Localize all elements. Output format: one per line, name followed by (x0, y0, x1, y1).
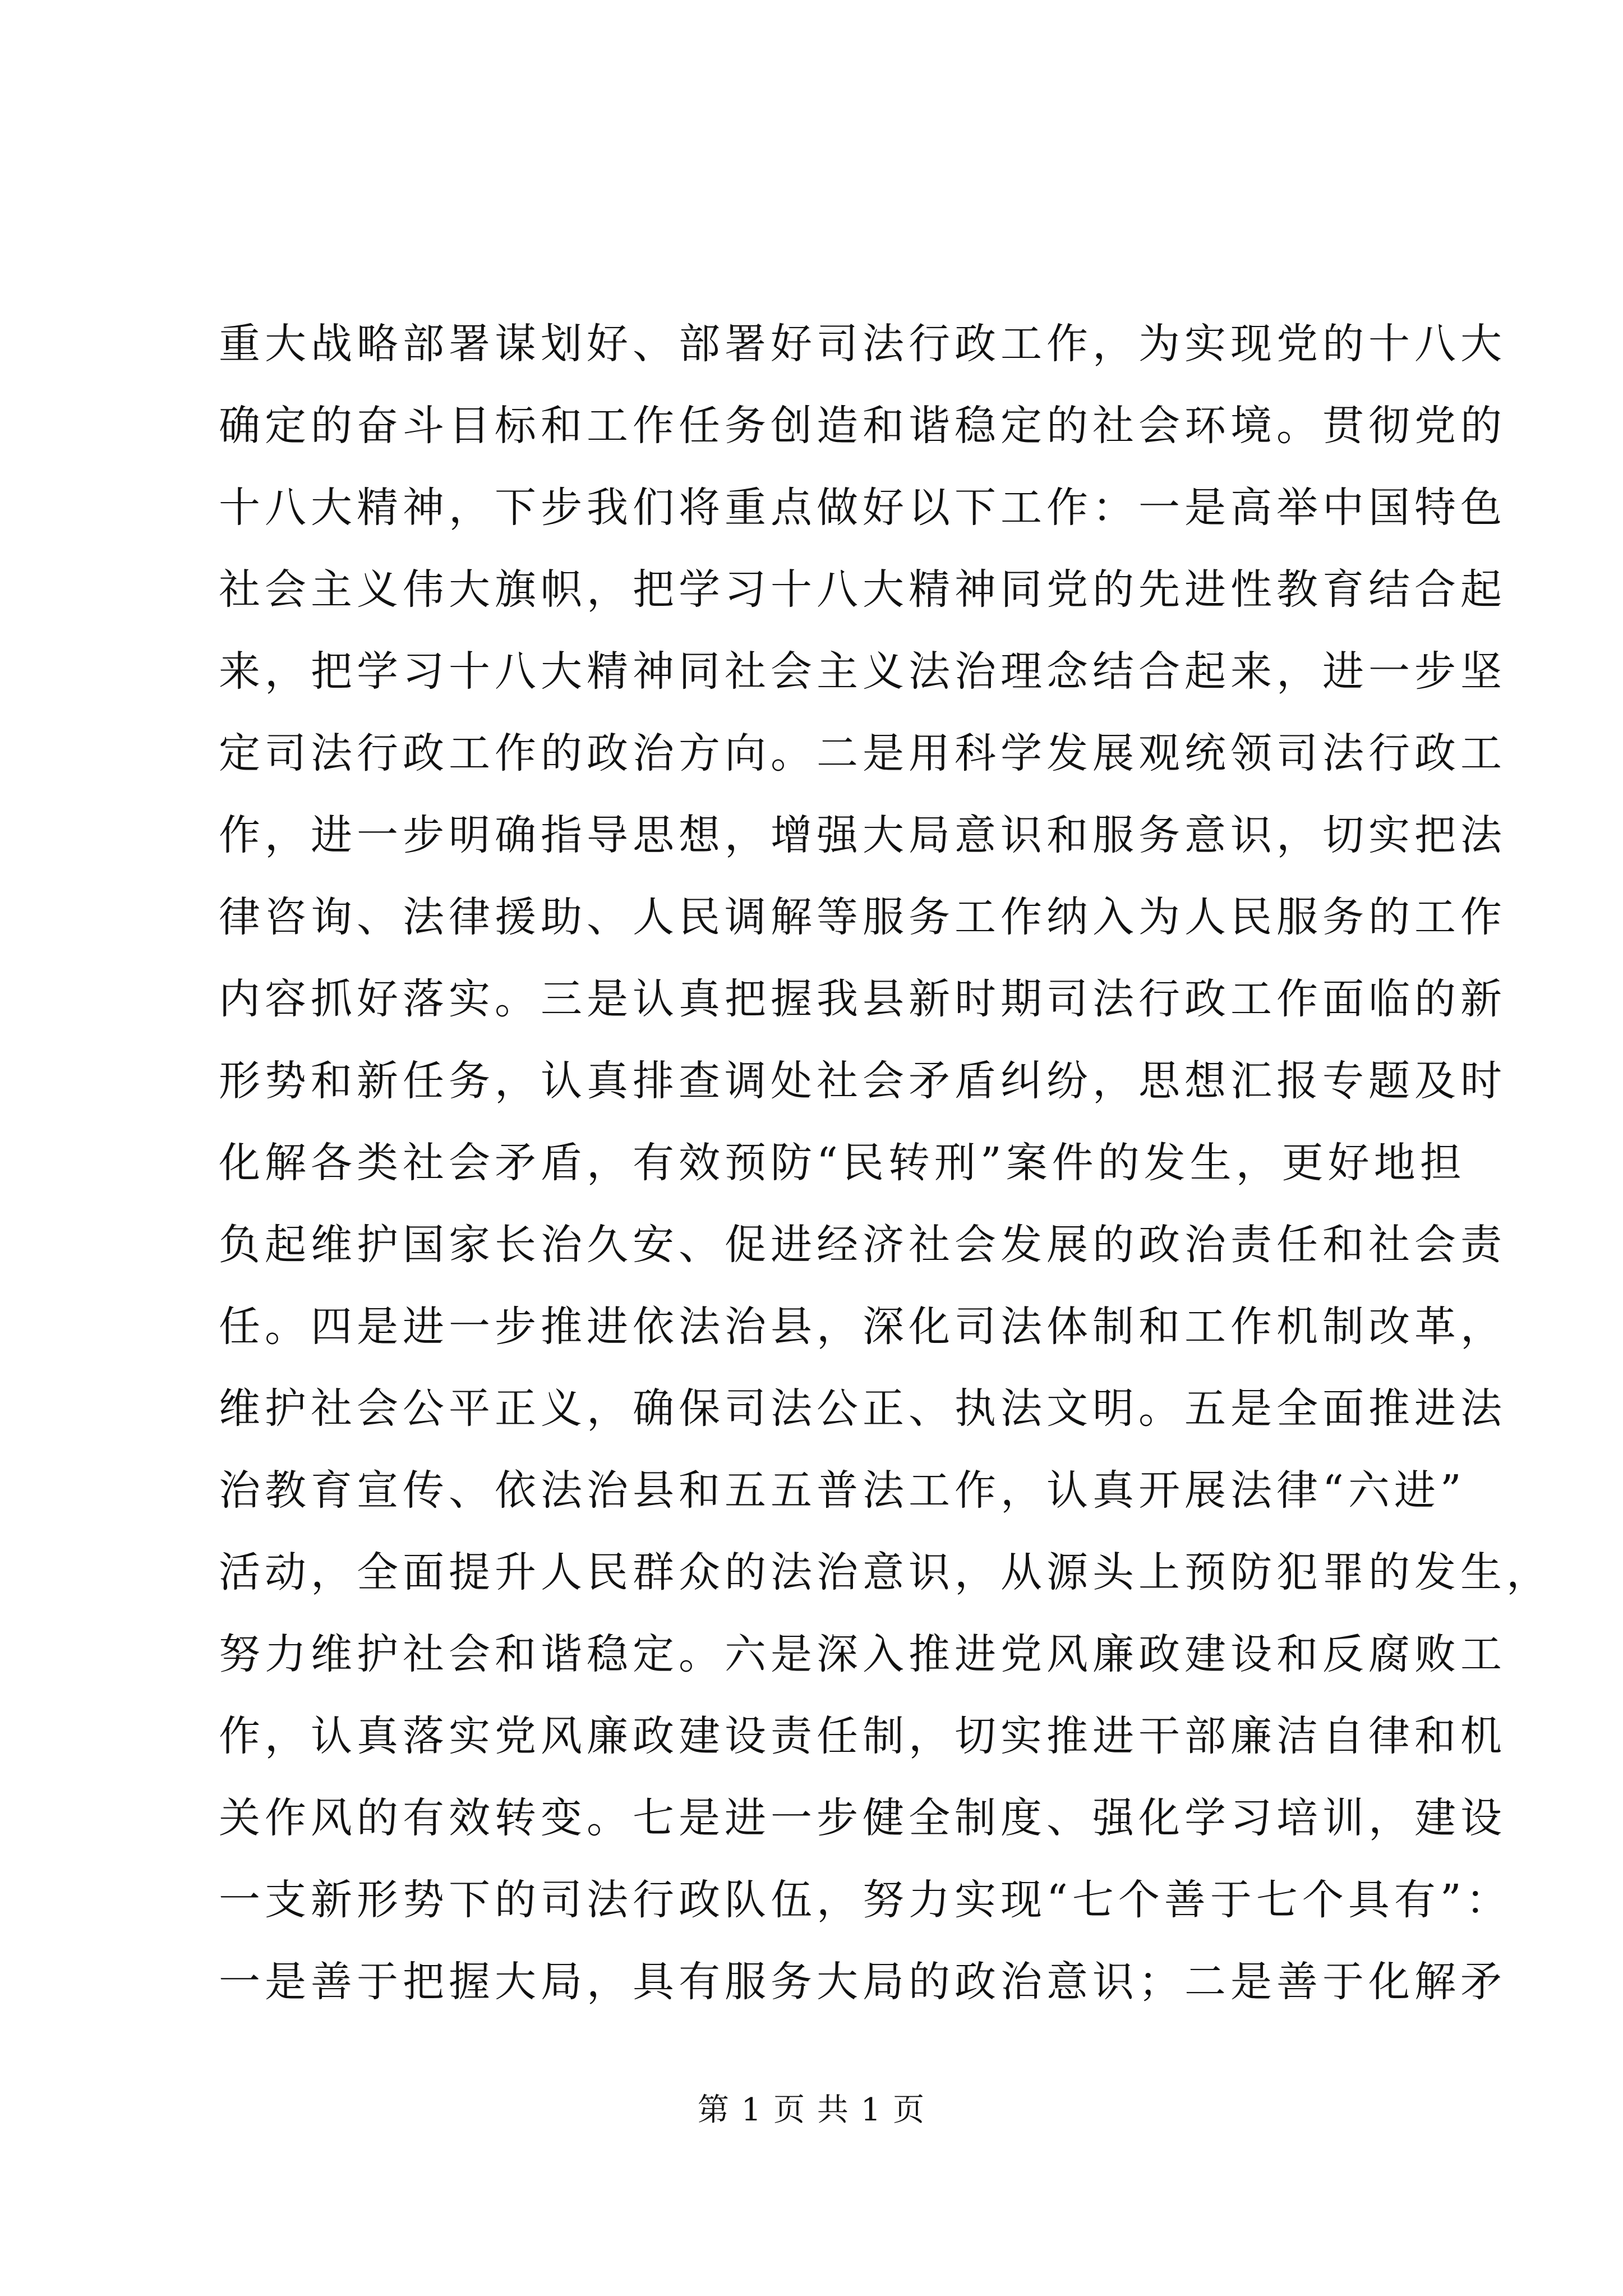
text-line: 形势和新任务，认真排查调处社会矛盾纠纷，思想汇报专题及时 (219, 1057, 1506, 1105)
text-line: 活动，全面提升人民群众的法治意识，从源头上预防犯罪的发生， (219, 1548, 1552, 1596)
text-line: 重大战略部署谋划好、部署好司法行政工作，为实现党的十八大 (219, 320, 1506, 368)
text-line: 关作风的有效转变。七是进一步健全制度、强化学习培训，建设 (219, 1794, 1506, 1842)
page-number-label: 第 1 页 共 1 页 (697, 2092, 926, 2128)
text-line: 负起维护国家长治久安、促进经济社会发展的政治责任和社会责 (219, 1221, 1506, 1269)
text-line: 治教育宣传、依法治县和五五普法工作，认真开展法律“六进” (219, 1466, 1466, 1515)
text-line: 十八大精神，下步我们将重点做好以下工作：一是高举中国特色 (219, 484, 1506, 532)
text-line: 化解各类社会矛盾，有效预防“民转刑”案件的发生，更好地担 (219, 1139, 1466, 1187)
text-line: 一是善于把握大局，具有服务大局的政治意识；二是善于化解矛 (219, 1958, 1506, 2006)
text-line: 律咨询、法律援助、人民调解等服务工作纳入为人民服务的工作 (219, 893, 1506, 941)
text-line: 一支新形势下的司法行政队伍，努力实现“七个善于七个具有”： (219, 1876, 1512, 1924)
text-line: 作，进一步明确指导思想，增强大局意识和服务意识，切实把法 (219, 811, 1506, 859)
text-line: 任。四是进一步推进依法治县，深化司法体制和工作机制改革， (219, 1303, 1506, 1351)
text-line: 来，把学习十八大精神同社会主义法治理念结合起来，进一步坚 (219, 647, 1506, 696)
text-line: 维护社会公平正义，确保司法公正、执法文明。五是全面推进法 (219, 1384, 1506, 1433)
text-line: 内容抓好落实。三是认真把握我县新时期司法行政工作面临的新 (219, 975, 1506, 1023)
text-line: 作，认真落实党风廉政建设责任制，切实推进干部廉洁自律和机 (219, 1712, 1506, 1760)
text-line: 确定的奋斗目标和工作任务创造和谐稳定的社会环境。贯彻党的 (219, 402, 1506, 450)
page-footer (0, 2088, 1623, 2133)
body-text (219, 303, 1552, 2023)
text-line: 社会主义伟大旗帜，把学习十八大精神同党的先进性教育结合起 (219, 565, 1506, 614)
text-line: 努力维护社会和谐稳定。六是深入推进党风廉政建设和反腐败工 (219, 1630, 1506, 1678)
text-line: 定司法行政工作的政治方向。二是用科学发展观统领司法行政工 (219, 729, 1506, 777)
